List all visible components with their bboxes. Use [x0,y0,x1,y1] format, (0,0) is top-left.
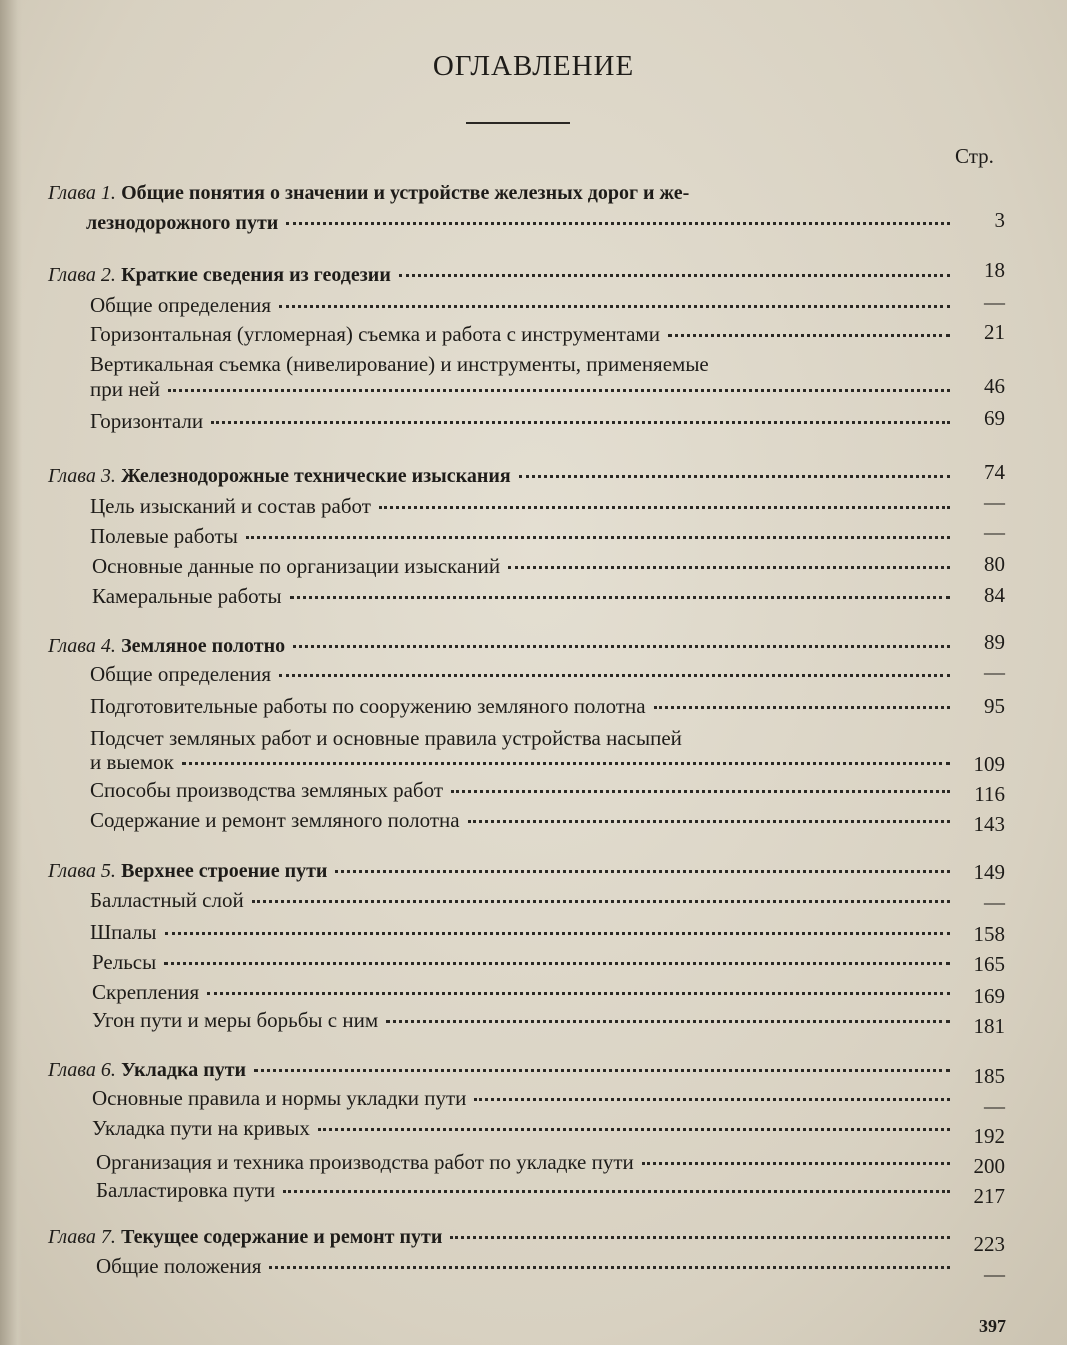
chapter-title: Общие понятия о значении и устройстве железных дорог и же- [121,182,690,204]
section-title: Вертикальная съемка (нивелирование) и инструменты, применяемые [90,352,709,376]
section-3-4 [92,584,956,609]
section-4-2 [90,694,956,719]
section-title-cont: при ней [90,377,161,401]
section-3-1-page: — [984,490,1005,514]
section-3-3 [92,554,956,579]
section-7-1 [96,1254,956,1279]
chapter-7 [48,1224,956,1249]
section-3-3-page: 80 [984,552,1005,576]
section-6-3 [96,1150,956,1175]
section-title: Балластный слой [90,888,244,912]
section-6-2 [92,1116,956,1141]
section-5-1-page: — [984,890,1005,914]
section-title: Камеральные работы [92,584,282,608]
chapter-title: Укладка пути [121,1059,247,1081]
section-4-5-page: 143 [973,812,1005,836]
chapter-2 [48,262,956,287]
section-2-1 [90,293,956,318]
section-title: Подсчет земляных работ и основные правила устройства насыпей [90,726,682,750]
section-4-1-page: — [984,660,1005,684]
chapter-title-cont: лезнодорожного пути [86,212,279,234]
section-4-3-page: 109 [973,752,1005,776]
section-4-4 [90,778,956,803]
section-title: Способы производства земляных работ [90,778,444,802]
chapter-3 [48,463,956,488]
page-title: ОГЛАВЛЕНИЕ [432,50,635,82]
section-5-3-page: 165 [973,952,1005,976]
section-5-5 [92,1008,956,1033]
section-6-4 [96,1178,956,1203]
section-5-2 [90,920,956,945]
page-column-label: Стр. [955,144,994,168]
section-title: Общие определения [90,293,272,317]
section-2-2 [90,322,956,347]
section-title: Основные данные по организации изысканий [92,554,501,578]
chapter-6 [48,1057,956,1082]
section-5-2-page: 158 [973,922,1005,946]
section-title: Шпалы [90,920,157,944]
section-2-3-line2 [90,377,956,402]
section-title: Содержание и ремонт земляного полотна [90,808,460,832]
section-3-2 [90,524,956,549]
section-5-1 [90,888,956,913]
section-4-3-line1 [90,726,930,751]
section-4-3-line2 [90,750,956,775]
section-title: Цель изысканий и состав работ [90,494,371,518]
chapter-title: Железнодорожные технические изыскания [121,465,511,487]
section-3-2-page: — [984,520,1005,544]
section-title: Горизонтальная (угломерная) съемка и работа с инструментами [90,322,660,346]
section-6-3-page: 200 [973,1154,1005,1178]
section-3-4-page: 84 [984,583,1005,607]
section-2-4-page: 69 [984,406,1005,430]
section-2-1-page: — [984,290,1005,314]
chapter-label: Глава 4. [48,635,116,657]
section-6-2-page: 192 [973,1124,1005,1148]
section-4-5 [90,808,956,833]
chapter-label: Глава 3. [48,465,116,487]
chapter-1-page: 3 [994,208,1005,232]
section-6-1-page: — [984,1094,1005,1118]
section-title: Общие определения [90,662,272,686]
section-2-4 [90,409,956,434]
section-title: Общие положения [96,1254,262,1278]
section-7-1-page: — [984,1262,1005,1286]
section-5-5-page: 181 [973,1014,1005,1038]
section-title: Балластировка пути [96,1178,276,1202]
book-spine-shadow [0,0,22,1345]
title-rule [466,122,570,124]
section-title: Подготовительные работы по сооружению земляного полотна [90,694,646,718]
section-2-3-page: 46 [984,374,1005,398]
section-title: Скрепления [92,980,200,1004]
chapter-6-page: 185 [973,1064,1005,1088]
section-4-4-page: 116 [974,782,1005,806]
chapter-label: Глава 2. [48,264,116,286]
section-2-3-line1 [90,352,930,377]
section-5-4 [92,980,956,1005]
footer-page-number: 397 [979,1316,1006,1336]
section-title: Укладка пути на кривых [92,1116,310,1140]
section-title: Организация и техника производства работ по укладке пути [96,1150,634,1174]
section-title: Рельсы [92,950,157,974]
chapter-title: Земляное полотно [121,635,286,657]
chapter-title: Текущее содержание и ремонт пути [121,1226,443,1248]
section-title: Полевые работы [90,524,238,548]
chapter-3-page: 74 [984,460,1005,484]
section-title: Горизонтали [90,409,204,433]
chapter-label: Глава 1. [48,182,116,204]
section-2-2-page: 21 [984,320,1005,344]
section-title: Угон пути и меры борьбы с ним [92,1008,379,1032]
section-3-1 [90,494,956,519]
chapter-1-line1 [48,180,928,205]
section-4-1 [90,662,956,687]
chapter-title: Верхнее строение пути [121,860,328,882]
chapter-5 [48,858,956,883]
chapter-4-page: 89 [984,630,1005,654]
section-6-1 [92,1086,956,1111]
section-title-cont: и выемок [90,750,174,774]
chapter-label: Глава 7. [48,1226,116,1248]
chapter-5-page: 149 [973,860,1005,884]
chapter-label: Глава 6. [48,1059,116,1081]
section-4-2-page: 95 [984,694,1005,718]
section-5-3 [92,950,956,975]
chapter-1-line2 [86,212,956,235]
chapter-label: Глава 5. [48,860,116,882]
section-6-4-page: 217 [973,1184,1005,1208]
chapter-title: Краткие сведения из геодезии [121,264,391,286]
chapter-4 [48,633,956,658]
section-title: Основные правила и нормы укладки пути [92,1086,467,1110]
section-5-4-page: 169 [973,984,1005,1008]
chapter-7-page: 223 [973,1232,1005,1256]
chapter-2-page: 18 [984,258,1005,282]
